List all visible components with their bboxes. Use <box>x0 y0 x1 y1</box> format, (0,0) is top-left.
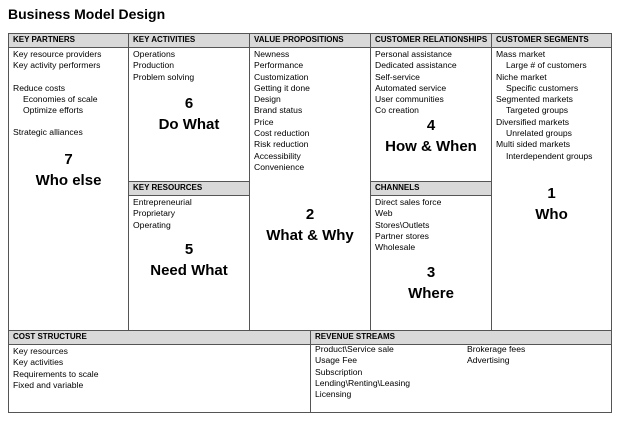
customer-relationships-label <box>371 115 491 157</box>
cost-structure-box <box>8 330 311 413</box>
list-item: Key resources <box>13 346 68 356</box>
list-item: Convenience <box>254 161 305 172</box>
list-item: Entrepreneurial <box>133 197 192 207</box>
block-label: How & When <box>385 138 477 155</box>
revenue-streams-box <box>310 330 612 413</box>
list-item: Key activity performers <box>13 60 101 71</box>
list-item: Automated service <box>375 82 447 93</box>
block-number: 6 <box>184 95 194 112</box>
list-item: Production <box>133 60 175 71</box>
value-propositions-header: VALUE PROPOSITIONS <box>250 34 370 48</box>
list-item: Dedicated assistance <box>375 60 457 71</box>
revenue-streams-col2 <box>467 344 525 367</box>
cost-structure-items <box>9 345 310 392</box>
list-item: Key activities <box>13 357 64 368</box>
channels-items <box>371 196 491 254</box>
list-item: Targeted groups <box>506 105 569 116</box>
list-item: Licensing <box>315 389 352 400</box>
list-item: Proprietary <box>133 208 176 219</box>
customer-segments-box <box>491 33 612 331</box>
list-item: Risk reduction <box>254 139 309 150</box>
customer-segments-label <box>492 183 611 225</box>
list-item: Self-service <box>375 71 420 82</box>
customer-relationships-header: CUSTOMER RELATIONSHIPS <box>371 34 491 48</box>
list-item: Price <box>254 116 274 127</box>
list-item: Operating <box>133 219 171 230</box>
block-label: Need What <box>150 262 228 279</box>
key-resources-box <box>128 181 250 331</box>
block-number: 3 <box>426 264 436 281</box>
list-item: Getting it done <box>254 82 310 93</box>
key-partners-label <box>9 149 128 191</box>
list-item: User communities <box>375 94 444 105</box>
key-resources-label <box>129 239 249 281</box>
list-item: Usage Fee <box>315 355 358 366</box>
key-activities-header: KEY ACTIVITIES <box>129 34 249 48</box>
block-label: Do What <box>158 116 220 133</box>
key-resources-header: KEY RESOURCES <box>129 182 249 196</box>
list-item: Wholesale <box>375 242 416 253</box>
list-item: Diversified markets <box>496 116 570 127</box>
key-partners-box <box>8 33 129 331</box>
list-item: Key resource providers <box>13 49 102 59</box>
block-label: What & Why <box>266 227 354 244</box>
list-item: Newness <box>254 49 290 59</box>
list-item: Product\Service sale <box>315 344 394 354</box>
list-item: Partner stores <box>375 230 429 241</box>
list-item: Lending\Renting\Leasing <box>315 377 411 388</box>
list-item: Interdependent groups <box>506 150 593 161</box>
key-partners-header: KEY PARTNERS <box>9 34 128 48</box>
list-item: Design <box>254 94 281 105</box>
list-item: Performance <box>254 60 304 71</box>
list-item: Unrelated groups <box>506 128 572 139</box>
list-item: Co creation <box>375 105 419 116</box>
list-item: Subscription <box>315 366 363 377</box>
value-propositions-label <box>250 204 370 246</box>
customer-relationships-items <box>371 48 491 118</box>
list-item: Cost reduction <box>254 128 310 139</box>
cost-structure-header: COST STRUCTURE <box>9 331 310 345</box>
key-activities-box <box>128 33 250 182</box>
list-item: Stores\Outlets <box>375 219 430 230</box>
value-propositions-items <box>250 48 370 174</box>
list-item: Operations <box>133 49 176 59</box>
list-item: Problem solving <box>133 71 195 82</box>
customer-relationships-box <box>370 33 492 182</box>
block-number: 1 <box>547 185 556 202</box>
key-partners-items <box>9 48 128 140</box>
key-resources-items <box>129 196 249 232</box>
key-activities-items <box>129 48 249 84</box>
list-item: Multi sided markets <box>496 139 571 150</box>
list-item: Customization <box>254 71 309 82</box>
list-item: Niche market <box>496 71 547 82</box>
customer-segments-items <box>492 48 611 163</box>
list-item: Advertising <box>467 355 510 366</box>
list-item: Economies of scale <box>23 93 98 104</box>
block-number: 7 <box>64 151 73 168</box>
list-item: Brokerage fees <box>467 344 526 354</box>
list-item: Optimize efforts <box>23 105 84 116</box>
list-item: Requirements to scale <box>13 368 99 379</box>
block-label: Who <box>535 206 568 223</box>
list-item: Web <box>375 208 393 219</box>
list-item: Accessibility <box>254 150 301 161</box>
block-label: Who else <box>35 172 102 189</box>
customer-segments-header: CUSTOMER SEGMENTS <box>492 34 611 48</box>
list-item: Specific customers <box>506 82 579 93</box>
block-number: 4 <box>426 117 436 134</box>
page-title: Business Model Design <box>8 6 166 22</box>
key-activities-label <box>129 93 249 135</box>
list-item: Brand status <box>254 105 303 116</box>
revenue-streams-col1 <box>315 344 410 400</box>
list-item: Direct sales force <box>375 197 442 207</box>
channels-box <box>370 181 492 331</box>
block-label: Where <box>408 285 454 302</box>
value-propositions-box <box>249 33 371 331</box>
list-item: Segmented markets <box>496 94 573 105</box>
list-item: Personal assistance <box>375 49 452 59</box>
revenue-streams-header: REVENUE STREAMS <box>311 331 611 345</box>
channels-label <box>371 262 491 304</box>
list-item: Fixed and variable <box>13 379 84 390</box>
block-number: 2 <box>305 206 315 223</box>
list-item: Strategic alliances <box>13 127 83 138</box>
channels-header: CHANNELS <box>371 182 491 196</box>
block-number: 5 <box>184 241 194 258</box>
list-item: Mass market <box>496 49 546 59</box>
list-item: Reduce costs <box>13 82 66 93</box>
list-item: Large # of customers <box>506 60 587 71</box>
